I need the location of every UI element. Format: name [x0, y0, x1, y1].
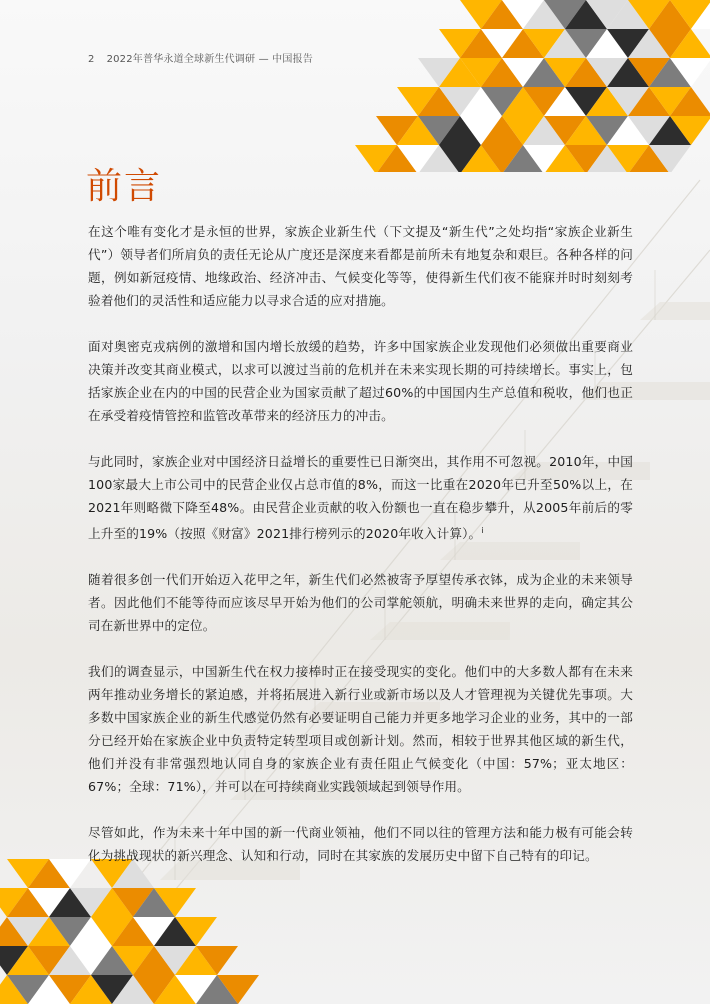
paragraph-3 — [88, 450, 633, 545]
body-text — [88, 220, 633, 890]
triangle-pattern-top-right — [355, 0, 710, 172]
paragraph-4: 随着很多创一代们开始迈入花甲之年，新生代们必然被寄予厚望传承衣钵，成为企业的未来领导者。因此他们不能等待而应该尽早开始为他们的公司掌舵领航，明确未来世界的走向，确定其公司在新世界中的定位。 — [88, 572, 633, 634]
footnote-marker[interactable]: i — [481, 526, 484, 535]
paragraph-1: 在这个唯有变化才是永恒的世界，家族企业新生代（下文提及“新生代”之处均指“家族企业新生代”）领导者们所肩负的责任无论从广度还是深度来看都是前所未有地复杂和艰巨。各种各样的问题，例如新冠疫情、地缘政治、经济冲击、气候变化等等，使得新生代们夜不能寐并时时刻刻考验着他们的灵活性和适应能力以寻求合适的应对措施。 — [88, 224, 633, 308]
page-number: 2 — [88, 54, 95, 65]
paragraph-5: 我们的调查显示，中国新生代在权力接棒时正在接受现实的变化。他们中的大多数人都有在未来两年推动业务增长的紧迫感，并将拓展进入新行业或新市场以及人才管理视为关键优先事项。大多数中国家族企业的新生代感觉仍然有必要证明自己能力并更多地学习企业的业务，其中的一部分已经开始在家族企业中负责特定转型项目或创新计划。然而，相较于世界其他区域的新生代，他们并没有非常强烈地认同自身的家族企业有责任阻止气候变化（中国：57%；亚太地区：67%；全球：71%），并可以在可持续商业实践领域起到领导作用。 — [88, 664, 633, 795]
running-title: 2022年普华永道全球新生代调研 — 中国报告 — [106, 54, 313, 65]
running-header — [88, 50, 313, 65]
paragraph-2: 面对奥密克戎病例的激增和国内增长放缓的趋势，许多中国家族企业发现他们必须做出重要商业决策并改变其商业模式，以求可以渡过当前的危机并在未来实现长期的可持续增长。事实上，包括家族企业在内的中国的民营企业为国家贡献了超过60%的中国国内生产总值和税收，他们也正在承受着疫情管控和监管改革带来的经济压力的冲击。 — [88, 339, 633, 423]
paragraph-3-text: 与此同时，家族企业对中国经济日益增长的重要性已日渐突出，其作用不可忽视。2010年，中国100家最大上市公司中的民营企业仅占总市值的8%，而这一比重在2020年已升至50%以上，在2021年则略微下降至48%。由民营企业贡献的收入份额也一直在稳步攀升，从2005年前后的零上升至的19%（按照《财富》2021排行榜列示的2020年收入计算）。 — [88, 454, 633, 542]
section-title: 前言 — [86, 166, 163, 207]
paragraph-6: 尽管如此，作为未来十年中国的新一代商业领袖，他们不同以往的管理方法和能力极有可能会转化为挑战现状的新兴理念、认知和行动，同时在其家族的发展历史中留下自己特有的印记。 — [88, 825, 633, 864]
